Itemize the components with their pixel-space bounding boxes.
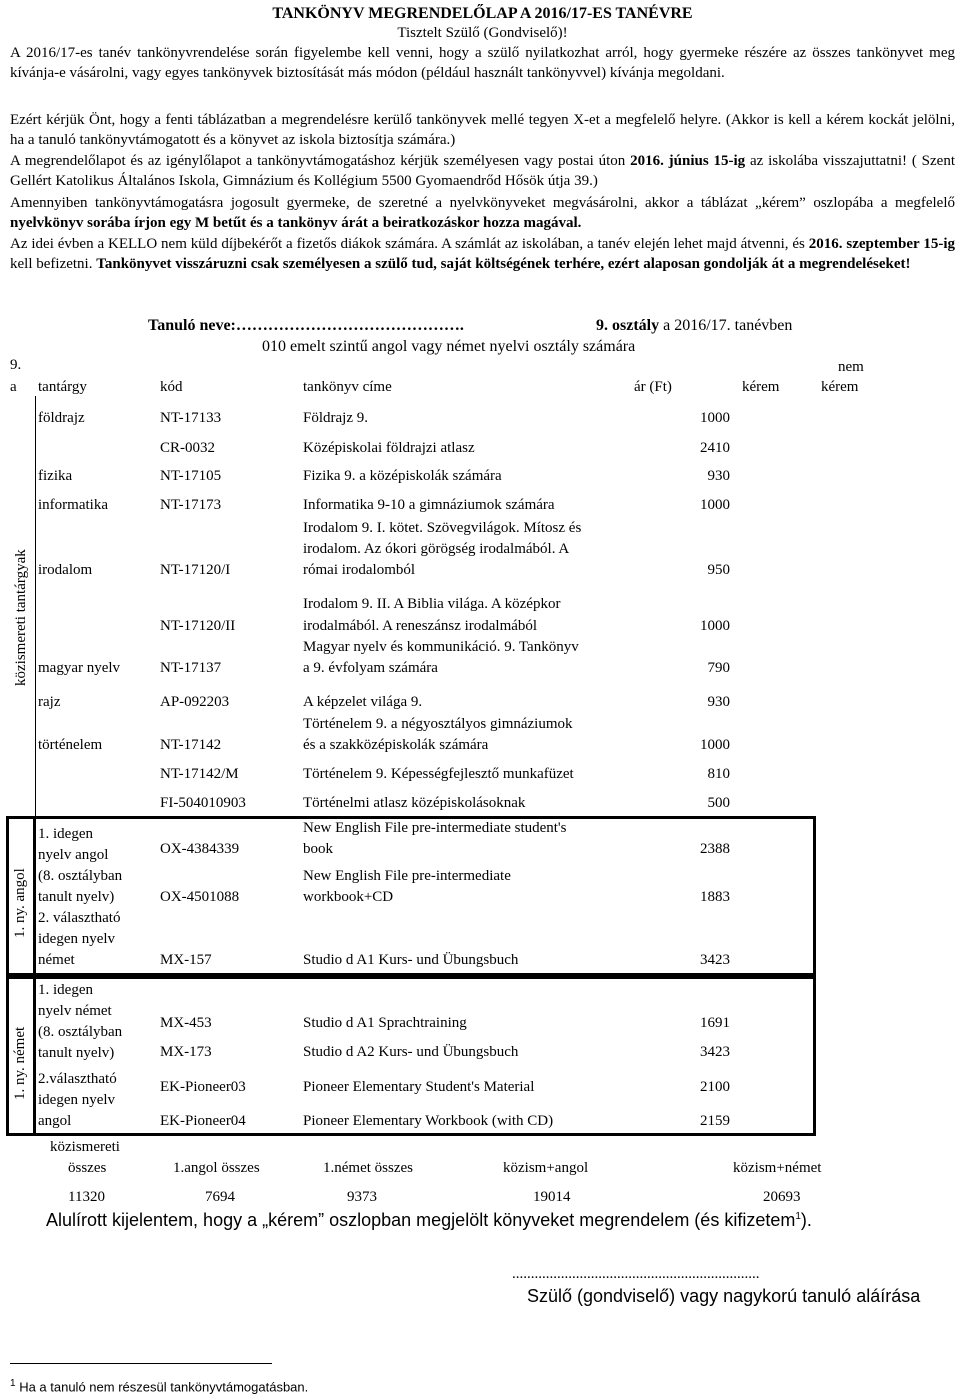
row-title: Fizika 9. a középiskolák számára	[303, 468, 502, 484]
row-subject-line: idegen nyelv	[38, 1092, 116, 1108]
row-title-line: irodalom. Az ókori görögség irodalmából. A	[303, 541, 570, 557]
row-title: Földrajz 9.	[303, 410, 368, 426]
row-code: NT-17142	[160, 737, 222, 753]
payment-paragraph	[10, 234, 955, 274]
row-title: Studio d A1 Sprachtraining	[303, 1015, 467, 1031]
language-book-paragraph	[10, 193, 955, 233]
row-code: NT-17105	[160, 468, 222, 484]
declaration-text: Alulírott kijelentem, hogy a „kérem” oszlopban megjelölt könyveket megrendelem (és kifizetem	[46, 1210, 796, 1230]
want-column-header: kérem	[742, 379, 780, 395]
row-subject-line: 2. választható	[38, 910, 121, 926]
row-code: MX-173	[160, 1044, 212, 1060]
row-title: A képzelet világa 9.	[303, 694, 423, 710]
intro-paragraph: A 2016/17-es tanév tankönyvrendelése során figyelembe kell venni, hogy a szülő nyilatkozhat arról, hogy gyermeke részére az összes tankönyvet meg kívánja-e vásárolni, vagy egyes tankönyvek biztosítását más módon (például használt tankönyvvel) kívánja megoldani.	[10, 45, 955, 81]
return-deadline: 2016. június 15-ig	[630, 153, 746, 169]
row-code: NT-17173	[160, 497, 222, 513]
row-subject-line: nyelv német	[38, 1003, 112, 1019]
row-code: NT-17120/I	[160, 562, 231, 578]
row-subject-line: 1. idegen	[38, 982, 93, 998]
instruction-paragraph: Ezért kérjük Önt, hogy a fenti táblázatban a megrendelésre kerülő tankönyvek mellé tegyen X-et a megfelelő helyre. (Akkor is kell a kérem kockát jelölni, ha a tanuló tankönyvtámogatott és a könyvet az iskola biztosítja számára.)	[10, 112, 955, 148]
row-subject-line: német	[38, 952, 75, 968]
row-code: CR-0032	[160, 440, 216, 456]
totals-english-header: 1.angol összes	[173, 1160, 260, 1176]
language-book-text-1: Amennyiben tankönyvtámogatásra jogosult gyermeke, de szeretné a nyelvkönyveket megvásárolni, akkor a táblázat „kérem” oszlopába a megfelelő	[10, 195, 955, 211]
declaration	[46, 1210, 812, 1231]
row-subject: angol	[38, 1113, 72, 1129]
row-subject-line: (8. osztályban	[38, 1024, 123, 1040]
row-price: 2159	[700, 1113, 730, 1129]
row-subject-line: tanult nyelv)	[38, 889, 115, 905]
row-code: NT-17142/M	[160, 766, 239, 782]
totals-common-german-header: közism+német	[733, 1160, 822, 1176]
footnote-separator	[10, 1363, 272, 1364]
subject-column-header: tantárgy	[38, 379, 87, 395]
row-price: 3423	[700, 952, 730, 968]
language-book-text-2: nyelvkönyv sorába írjon egy M betűt és a tankönyv árát a beiratkozáskor hozza magával.	[10, 215, 582, 231]
row-code: OX-4384339	[160, 841, 240, 857]
row-subject: informatika	[38, 497, 108, 513]
payment-text-2: kell befizetni.	[10, 256, 93, 272]
row-title-line: és a szakközépiskolák számára	[303, 737, 489, 753]
footnote-number: 1	[10, 1378, 16, 1389]
declaration-end: ).	[800, 1210, 812, 1230]
row-subject: magyar nyelv	[38, 660, 121, 676]
row-price: 1691	[700, 1015, 730, 1031]
payment-text-1: Az idei évben a KELLO nem küld díjbekérőt a fizetős diákok számára. A számlát az iskolában, a tanév elején lehet majd átvenni, és	[10, 236, 805, 252]
row-subject: irodalom	[38, 562, 93, 578]
row-title-line: római irodalomból	[303, 562, 416, 578]
row-subject: fizika	[38, 468, 73, 484]
row-price: 3423	[700, 1044, 730, 1060]
row-code: EK-Pioneer04	[160, 1113, 246, 1129]
german-side-divider	[33, 978, 36, 1134]
row-title: Történelem 9. Képességfejlesztő munkafüzet	[303, 766, 574, 782]
side-divider	[35, 396, 36, 816]
footnote-marker: 1	[795, 1211, 801, 1222]
row-subject: történelem	[38, 737, 103, 753]
row-title-line: Irodalom 9. I. kötet. Szövegvilágok. Mítosz és	[303, 520, 582, 536]
row-code: OX-4501088	[160, 889, 240, 905]
row-price: 1000	[700, 737, 730, 753]
row-title-line: book	[303, 841, 333, 857]
class-label: 9. osztály	[596, 317, 660, 334]
row-code: FI-504010903	[160, 795, 246, 811]
row-title-line: New English File pre-intermediate	[303, 868, 511, 884]
totals-common-english-value: 19014	[533, 1189, 571, 1205]
row-price: 930	[707, 468, 730, 484]
row-price: 1000	[700, 410, 730, 426]
student-name-field[interactable]: Tanuló neve:…………………………………….	[148, 317, 464, 334]
row-subject-line: 1. idegen	[38, 826, 93, 842]
row-title-line: a 9. évfolyam számára	[303, 660, 438, 676]
row-price: 1000	[700, 497, 730, 513]
signature-label: Szülő (gondviselő) vagy nagykorú tanuló aláírása	[527, 1286, 921, 1306]
english-section-label: 1. ny. angol	[12, 868, 28, 938]
footnote	[10, 1378, 308, 1394]
row-subject: földrajz	[38, 410, 85, 426]
totals-common-english-header: közism+angol	[503, 1160, 589, 1176]
totals-english-value: 7694	[205, 1189, 235, 1205]
footnote-text: Ha a tanuló nem részesül tankönyvtámogatásban.	[19, 1379, 309, 1395]
row-subject-line: nyelv angol	[38, 847, 109, 863]
row-price: 810	[707, 766, 730, 782]
row-subject-line: idegen nyelv	[38, 931, 116, 947]
greeting: Tisztelt Szülő (Gondviselő)!	[397, 25, 568, 41]
row-title-line: Irodalom 9. II. A Biblia világa. A középkor	[303, 596, 561, 612]
return-deadline-paragraph	[10, 151, 955, 191]
price-column-header: ár (Ft)	[634, 379, 672, 395]
row-title: Studio d A1 Kurs- und Übungsbuch	[303, 952, 519, 968]
row-price: 2100	[700, 1079, 730, 1095]
row-title-line: irodalmából. A reneszánsz irodalmából	[303, 618, 538, 634]
signature-line[interactable]: ..................................................................	[512, 1266, 760, 1282]
row-title: Középiskolai földrajzi atlasz	[303, 440, 475, 456]
row-subject: tanult nyelv)	[38, 1045, 115, 1061]
totals-common-header: közismereti	[50, 1139, 120, 1155]
row-code: MX-453	[160, 1015, 212, 1031]
grade-header-2: a	[10, 379, 17, 395]
row-title-line: Történelem 9. a négyosztályos gimnáziumok	[303, 716, 573, 732]
class-subtitle: 010 emelt szintű angol vagy német nyelvi osztály számára	[262, 338, 636, 355]
totals-german-value: 9373	[347, 1189, 377, 1205]
row-code: EK-Pioneer03	[160, 1079, 246, 1095]
row-title: Pioneer Elementary Workbook (with CD)	[303, 1113, 554, 1129]
common-subjects-label: közismereti tantárgyak	[13, 549, 29, 686]
grade-header: 9.	[10, 357, 22, 373]
row-price: 2410	[700, 440, 730, 456]
row-code: NT-17120/II	[160, 618, 236, 634]
row-title: Pioneer Elementary Student's Material	[303, 1079, 535, 1095]
english-side-divider	[33, 818, 36, 974]
row-title: Történelmi atlasz középiskolásoknak	[303, 795, 526, 811]
row-price: 1883	[700, 889, 730, 905]
row-title: Informatika 9-10 a gimnáziumok számára	[303, 497, 555, 513]
row-title-line: workbook+CD	[303, 889, 394, 905]
return-text-1: A megrendelőlapot és az igénylőlapot a tankönyvtámogatáshoz kérjük személyesen vagy postai úton	[10, 153, 626, 169]
payment-deadline: 2016. szeptember 15-ig	[808, 236, 955, 252]
row-price: 790	[707, 660, 730, 676]
row-subject: rajz	[38, 694, 61, 710]
row-price: 930	[707, 694, 730, 710]
return-policy: Tankönyvet visszáruzni csak személyesen a szülő tud, saját költségének terhére, ezért alaposan gondolják át a megrendeléseket!	[96, 256, 911, 272]
row-subject-line: 2.választható	[38, 1071, 117, 1087]
row-title-line: Magyar nyelv és kommunikáció. 9. Tankönyv	[303, 639, 579, 655]
totals-german-header: 1.német összes	[323, 1160, 413, 1176]
totals-common-german-value: 20693	[763, 1189, 801, 1205]
row-title: Studio d A2 Kurs- und Übungsbuch	[303, 1044, 519, 1060]
row-code: AP-092203	[160, 694, 230, 710]
row-price: 2388	[700, 841, 730, 857]
row-subject-line: (8. osztályban	[38, 868, 123, 884]
row-price: 1000	[700, 618, 730, 634]
german-section-label: 1. ny. német	[12, 1026, 28, 1100]
row-code: NT-17133	[160, 410, 222, 426]
no-want-column-header: nem	[838, 359, 864, 375]
no-want-column-header-2: kérem	[821, 379, 859, 395]
return-text-2: az iskolába visszajuttatni! ( Szent Gellért Katolikus Általános Iskola, Gimnázium és Kollégium 5500 Gyomaendrőd Hősök útja 39.)	[10, 153, 955, 189]
row-code: NT-17137	[160, 660, 222, 676]
row-price: 950	[707, 562, 730, 578]
class-info	[596, 317, 792, 335]
school-year: a 2016/17. tanévben	[663, 317, 793, 334]
page-title: TANKÖNYV MEGRENDELŐLAP A 2016/17-ES TANÉVRE	[272, 5, 693, 22]
code-column-header: kód	[160, 379, 183, 395]
row-title-line: New English File pre-intermediate student's	[303, 820, 567, 836]
totals-common-header-2: összes	[68, 1160, 107, 1176]
row-code: MX-157	[160, 952, 212, 968]
totals-common-value: 11320	[68, 1189, 105, 1205]
title-column-header: tankönyv címe	[303, 379, 392, 395]
row-price: 500	[707, 795, 730, 811]
